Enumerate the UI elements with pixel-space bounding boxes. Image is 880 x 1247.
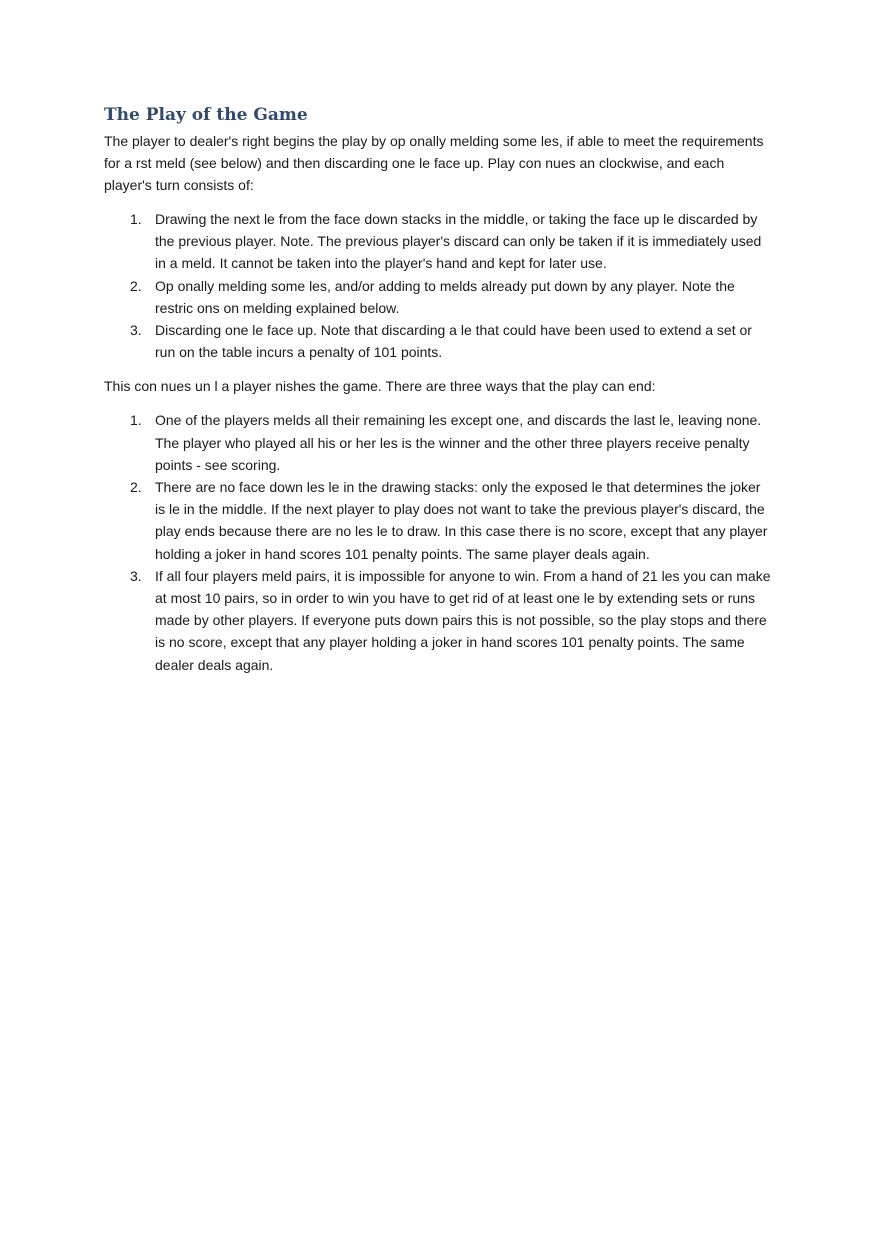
- end-ways-list: [104, 409, 774, 675]
- list-number: 2.: [130, 277, 142, 294]
- end-intro-paragraph: This con nues un l a player nishes the game. There are three ways that the play can end:: [104, 378, 656, 395]
- list-item-text: If all four players meld pairs, it is impossible for anyone to win. From a hand of 21 les you can make at most 10 pairs, so in order to win you have to get rid of at least one le by extending sets or runs made by other players. If everyone puts down pairs this is not possible, so the play stops and there is no score, except that any player holding a joker in hand scores 101 penalty points. The same dealer deals again.: [155, 567, 771, 673]
- list-number: 1.: [130, 211, 142, 227]
- list-number: 3.: [130, 322, 142, 339]
- list-item-text: Drawing the next le from the face down stacks in the middle, or taking the face up le discarded by the previous player. Note. The previous player's discard can only be taken if it is immediately used in a meld. It cannot be taken into the player's hand and kept for later use.: [155, 211, 762, 272]
- list-item-text: Discarding one le face up. Note that discarding a le that could have been used to extend a set or run on the table incurs a penalty of 101 points.: [155, 322, 752, 361]
- list-number: 3.: [130, 567, 142, 584]
- intro-paragraph: The player to dealer's right begins the play by op onally melding some les, if able to meet the requirements for a rst meld (see below) and then discarding one le face up. Play con nues an clockwise, and each player's turn consists of:: [104, 133, 764, 193]
- list-item-text: There are no face down les le in the drawing stacks: only the exposed le that determines the joker is le in the middle. If the next player to play does not want to take the previous player's discard, the play ends because there are no les le to draw. In this case there is no score, except that any player holding a joker in hand scores 101 penalty points. The same player deals again.: [155, 479, 768, 562]
- turn-steps-list: [104, 208, 774, 363]
- list-number: 1.: [130, 412, 142, 429]
- list-item-text: Op onally melding some les, and/or adding to melds already put down by any player. Note the restric ons on melding explained below.: [155, 277, 735, 316]
- list-item: [104, 319, 774, 363]
- list-item: [104, 565, 774, 676]
- list-number: 2.: [130, 479, 142, 496]
- document-page: [104, 102, 774, 688]
- list-item: [104, 409, 774, 476]
- section-heading: The Play of the Game: [104, 105, 308, 125]
- list-item: [104, 275, 774, 319]
- list-item-text: One of the players melds all their remaining les except one, and discards the last le, leaving none. The player who played all his or her les is the winner and the other three players receive penalty points - see scoring.: [155, 412, 762, 473]
- list-item: [104, 208, 774, 275]
- list-item: [104, 476, 774, 565]
